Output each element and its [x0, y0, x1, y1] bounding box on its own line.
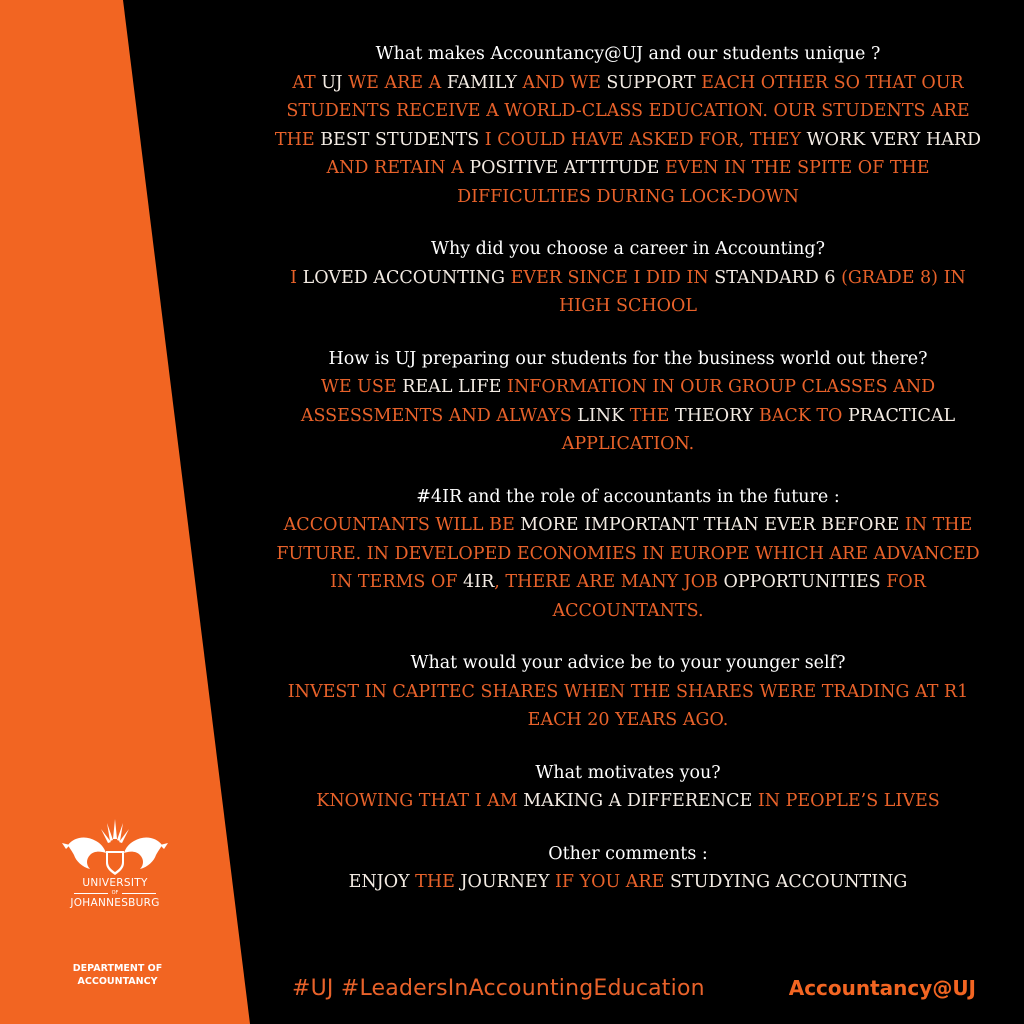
- answer-text: [268, 868, 988, 897]
- answer-segment: EVER SINCE I DID IN: [505, 267, 715, 288]
- answer-segment: THE: [415, 872, 461, 892]
- qa-item: [268, 759, 988, 816]
- answer-text: [268, 678, 988, 735]
- answer-highlight: ENJOY: [348, 872, 416, 892]
- answer-segment: IN THE FUTURE. IN DEVELOPED ECONOMIES IN EUROPE WHICH ARE ADVANCED IN TERMS OF: [276, 515, 980, 592]
- answer-segment: I COULD HAVE ASKED FOR, THEY: [479, 129, 807, 150]
- answer-segment: EACH OTHER SO THAT OUR STUDENTS RECEIVE A WORLD-CLASS EDUCATION. OUR STUDENTS ARE THE: [274, 72, 970, 150]
- answer-text: [268, 373, 988, 459]
- answer-highlight: THEORY: [675, 405, 754, 426]
- answer-segment: KNOWING THAT I AM: [316, 791, 524, 811]
- question-text: What makes Accountancy@UJ and our students unique ?: [375, 44, 881, 64]
- answer-text: [268, 511, 988, 625]
- answer-highlight: WORK VERY HARD: [806, 129, 982, 150]
- university-logo: [40, 815, 190, 910]
- answer-segment: FOR ACCOUNTANTS.: [552, 572, 926, 621]
- question-text: How is UJ preparing our students for the business world out there?: [328, 348, 928, 369]
- answer-highlight: FAMILY: [446, 72, 517, 93]
- answer-segment: INVEST IN CAPITEC SHARES WHEN THE SHARES WERE TRADING AT R1 EACH 20 YEARS AGO.: [287, 681, 969, 730]
- qa-item: [268, 649, 988, 735]
- department-label: [40, 962, 195, 988]
- answer-highlight: UJ: [321, 72, 343, 93]
- answer-segment: IF YOU ARE: [554, 872, 670, 892]
- answer-highlight: SUPPORT: [606, 72, 696, 93]
- answer-segment: WE ARE A: [342, 72, 447, 93]
- question-text: What would your advice be to your younger self?: [410, 653, 846, 673]
- uj-birds-crest-icon: [60, 815, 170, 877]
- answer-segment: THE: [624, 405, 676, 426]
- answer-segment: AT: [292, 72, 322, 93]
- answer-segment: APPLICATION.: [561, 434, 695, 454]
- answer-segment: IN PEOPLE’S LIVES: [752, 791, 940, 811]
- answer-segment: EVEN IN THE SPITE OF THE DIFFICULTIES DURING LOCK-DOWN: [457, 158, 930, 207]
- answer-highlight: JOURNEY: [460, 872, 555, 892]
- qa-item: [268, 235, 988, 321]
- answer-segment: BACK TO: [753, 405, 848, 426]
- answer-segment: AND WE: [516, 72, 607, 93]
- answer-highlight: POSITIVE ATTITUDE: [469, 158, 660, 178]
- brand-text: Accountancy@UJ: [788, 976, 976, 1000]
- answer-highlight: OPPORTUNITIES: [723, 572, 881, 592]
- answer-highlight: LOVED ACCOUNTING: [302, 267, 506, 288]
- answer-highlight: REAL LIFE: [402, 377, 502, 397]
- answer-text: [268, 264, 988, 321]
- qa-item: [268, 40, 988, 211]
- qa-item: [268, 840, 988, 897]
- answer-highlight: LINK: [577, 405, 625, 426]
- answer-highlight: BEST STUDENTS: [320, 129, 480, 150]
- department-line-2: ACCOUNTANCY: [77, 976, 158, 987]
- answer-highlight: PRACTICAL: [847, 405, 956, 426]
- answer-highlight: STANDARD 6: [714, 267, 836, 288]
- answer-text: [268, 787, 988, 816]
- question-text: #4IR and the role of accountants in the future :: [416, 486, 840, 507]
- question-text: Other comments :: [548, 843, 708, 864]
- answer-segment: AND RETAIN A: [326, 158, 470, 178]
- answer-text: [268, 69, 988, 212]
- answer-segment: WE USE: [320, 377, 403, 397]
- answer-highlight: MORE IMPORTANT THAN EVER BEFORE: [520, 515, 900, 535]
- answer-segment: , THERE ARE MANY JOB: [494, 572, 724, 592]
- answer-segment: ACCOUNTANTS WILL BE: [283, 515, 521, 535]
- logo-text-johannesburg: JOHANNESBURG: [70, 897, 160, 909]
- answer-highlight: 4IR: [463, 572, 495, 592]
- department-line-1: DEPARTMENT OF: [72, 963, 163, 974]
- logo-text-of: OF: [40, 890, 190, 897]
- answer-segment: (GRADE 8) IN HIGH SCHOOL: [559, 267, 966, 316]
- answer-highlight: STUDYING ACCOUNTING: [669, 872, 908, 892]
- footer: [268, 970, 988, 1014]
- qa-item: [268, 345, 988, 459]
- answer-segment: INFORMATION IN OUR GROUP CLASSES AND ASSESSMENTS AND ALWAYS: [300, 377, 936, 426]
- qa-content: [268, 40, 988, 921]
- answer-segment: I: [290, 267, 303, 288]
- logo-text-university: UNIVERSITY: [82, 877, 148, 889]
- question-text: Why did you choose a career in Accounting?: [430, 239, 826, 259]
- question-text: What motivates you?: [535, 762, 721, 783]
- answer-highlight: MAKING A DIFFERENCE: [523, 791, 753, 811]
- qa-item: [268, 483, 988, 626]
- hashtags-text: #UJ #LeadersInAccountingEducation: [292, 976, 705, 1001]
